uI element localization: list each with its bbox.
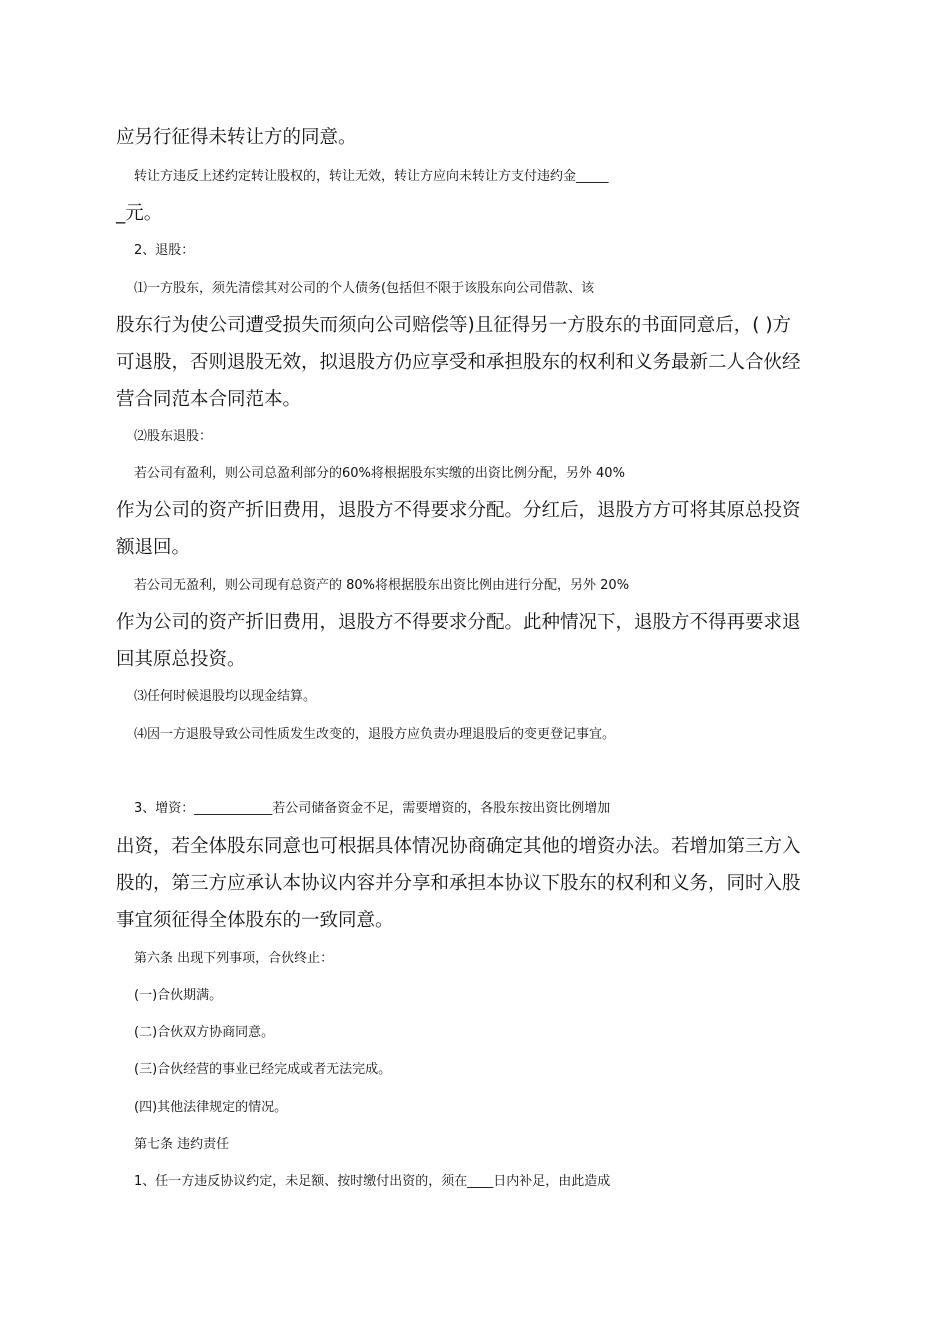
text-line: 第六条 出现下列事项，合伙终止：: [134, 951, 334, 966]
text-line: 回其原总投资。: [116, 649, 246, 670]
text-line: 额退回。: [116, 537, 191, 558]
text-line: ⑷因一方退股导致公司性质发生改变的，退股方应负责办理退股后的变更登记事宜。: [134, 727, 616, 742]
text-line: 转让方违反上述约定转让股权的，转让无效，转让方应向未转让方支付违约金_____: [134, 169, 609, 184]
text-line: 1、任一方违反协议约定，未足额、按时缴付出资的，须在____日内补足，由此造成: [134, 1174, 611, 1189]
text-line: 若公司有盈利，则公司总盈利部分的60%将根据股东实缴的出资比例分配，另外 40%: [134, 466, 625, 481]
text-line: 第七条 违约责任: [134, 1137, 230, 1152]
text-line: (四)其他法律规定的情况。: [134, 1100, 288, 1115]
text-line: (三)合伙经营的事业已经完成或者无法完成。: [134, 1062, 392, 1077]
text-line: 可退股，否则退股无效，拟退股方仍应享受和承担股东的权利和义务最新二人合伙经: [116, 352, 801, 373]
text-line: (一)合伙期满。: [134, 988, 223, 1003]
text-line: 营合同范本合同范本。: [116, 389, 302, 410]
text-line: 2、退股：: [134, 243, 195, 258]
text-line: (二)合伙双方协商同意。: [134, 1025, 275, 1040]
text-line: 股的，第三方应承认本协议内容并分享和承担本协议下股东的权利和义务，同时入股: [116, 873, 801, 894]
text-line: 作为公司的资产折旧费用，退股方不得要求分配。此种情况下，退股方不得再要求退: [116, 612, 801, 633]
text-line: 出资，若全体股东同意也可根据具体情况协商确定其他的增资办法。若增加第三方入: [116, 836, 801, 857]
text-line: 股东行为使公司遭受损失而须向公司赔偿等)且征得另一方股东的书面同意后，( )方: [116, 315, 792, 336]
text-line: 事宜须征得全体股东的一致同意。: [116, 910, 394, 931]
text-line: _元。: [116, 203, 163, 224]
text-line: 3、增资：____________若公司储备资金不足，需要增资的，各股东按出资比例增加: [134, 801, 611, 816]
text-line: 作为公司的资产折旧费用，退股方不得要求分配。分红后，退股方方可将其原总投资: [116, 500, 801, 521]
text-line: 应另行征得未转让方的同意。: [116, 127, 357, 148]
text-line: ⑵股东退股：: [134, 429, 213, 444]
text-line: 若公司无盈利，则公司现有总资产的 80%将根据股东出资比例由进行分配，另外 20%: [134, 578, 630, 593]
text-line: ⑴一方股东，须先清偿其对公司的个人债务(包括但不限于该股东向公司借款、该: [134, 281, 595, 296]
text-line: ⑶任何时候退股均以现金结算。: [134, 689, 317, 704]
